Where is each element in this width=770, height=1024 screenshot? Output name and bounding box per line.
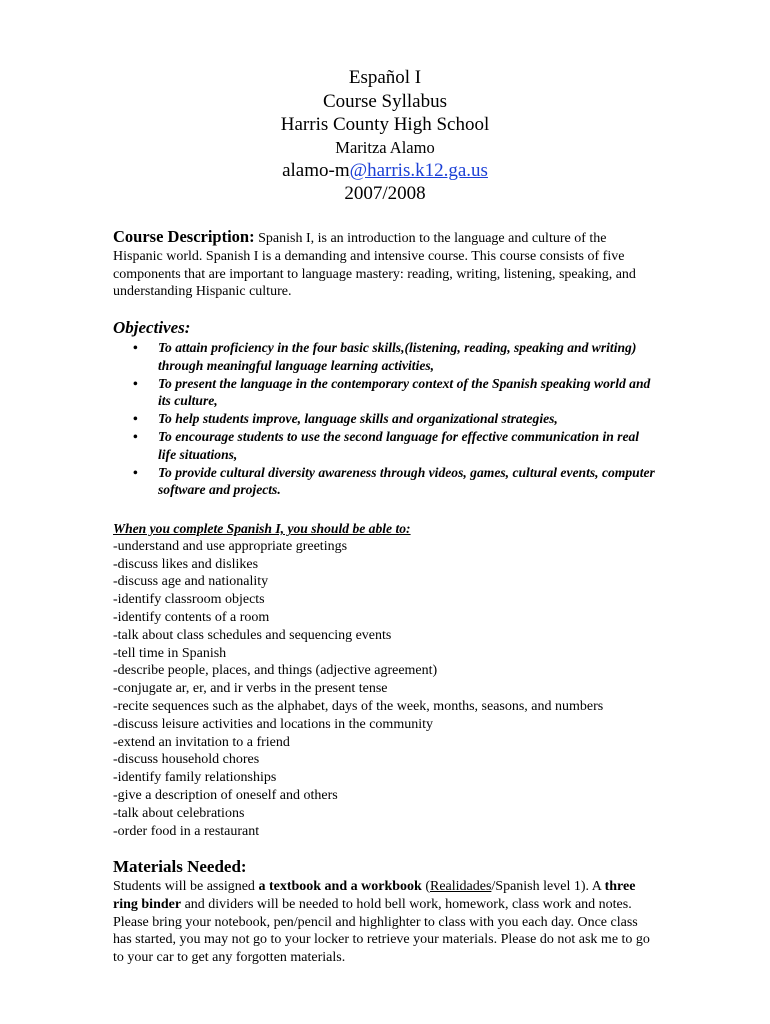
list-item: -order food in a restaurant	[113, 823, 260, 839]
list-item: -understand and use appropriate greetings	[113, 538, 348, 554]
list-item: -describe people, places, and things (adjective agreement)	[113, 663, 438, 679]
list-item	[113, 375, 658, 411]
materials-text-3: /Spanish level 1). A	[491, 879, 605, 894]
list-item: -talk about celebrations	[113, 805, 245, 821]
materials-text-4: and dividers will be needed to hold bell work, homework, class work and notes. Please bring your notebook, pen/pencil and highlighter to class with you each day. Once class has started, you may not go to your locker to retrieve your materials. Please do not ask me to go to your car to get any forgotten materials.	[113, 896, 650, 966]
materials-section	[113, 856, 658, 967]
objective-text: To attain proficiency in the four basic skills,(listening, reading, speaking and writing) through meaningful language learning activities,	[158, 340, 637, 373]
email-link[interactable]: @harris.k12.ga.us	[349, 159, 488, 181]
list-item	[113, 464, 658, 500]
description-text: Spanish I, is an introduction to the language and culture of the Hispanic world. Spanish I is a demanding and intensive course. This course consists of five components that are important to language mastery: reading, writing, listening, speaking, and understanding Hispanic culture.	[113, 231, 636, 300]
teacher-name: Maritza Alamo	[335, 137, 435, 157]
course-subtitle: Course Syllabus	[322, 90, 448, 112]
materials-text	[113, 879, 650, 965]
course-description	[113, 228, 658, 301]
list-item: -discuss household chores	[113, 752, 260, 768]
materials-text-2: (	[421, 879, 430, 894]
list-item: -talk about class schedules and sequencing events	[113, 627, 392, 643]
list-item: -identify classroom objects	[113, 592, 265, 608]
list-item: -discuss likes and dislikes	[113, 556, 259, 572]
list-item	[113, 410, 658, 428]
teacher-email	[0, 159, 770, 183]
objective-text: To encourage students to use the second language for effective communication in real life situations,	[158, 428, 640, 462]
list-item: -identify contents of a room	[113, 609, 270, 625]
bullet-icon: •	[133, 411, 138, 427]
list-item	[113, 428, 658, 464]
school-name: Harris County High School	[280, 114, 490, 135]
course-title: Español I	[348, 67, 422, 88]
bullet-icon: •	[133, 375, 138, 391]
description-heading: Course Description:	[113, 227, 255, 246]
list-item: -conjugate ar, er, and ir verbs in the present tense	[113, 681, 388, 697]
textbook-workbook-phrase: a textbook and a workbook	[258, 879, 422, 894]
list-item: -discuss leisure activities and locations in the community	[113, 716, 433, 732]
objective-text: To provide cultural diversity awareness through videos, games, cultural events, computer software and projects.	[158, 464, 655, 498]
list-item	[113, 339, 658, 375]
materials-heading: Materials Needed:	[113, 857, 247, 876]
list-item: -give a description of oneself and others	[113, 787, 338, 803]
list-item: -discuss age and nationality	[113, 574, 269, 590]
materials-text-1: Students will be assigned	[113, 879, 259, 894]
list-item: -recite sequences such as the alphabet, days of the week, months, seasons, and numbers	[113, 698, 604, 714]
school-year: 2007/2008	[344, 183, 426, 204]
learning-outcomes	[113, 520, 658, 840]
list-item: -tell time in Spanish	[113, 645, 227, 661]
textbook-name: Realidades	[429, 879, 492, 894]
objective-text: To present the language in the contemporary context of the Spanish speaking world and its culture,	[158, 375, 651, 409]
objectives-heading: Objectives:	[113, 318, 191, 337]
objective-text: To help students improve, language skills and organizational strategies,	[158, 411, 558, 427]
binder-phrase: three ring binder	[113, 879, 636, 912]
list-item: -extend an invitation to a friend	[113, 734, 290, 750]
outcomes-heading: When you complete Spanish I, you should be able to:	[113, 521, 411, 536]
syllabus-header	[0, 66, 770, 206]
bullet-icon: •	[133, 428, 138, 444]
bullet-icon: •	[133, 464, 138, 480]
bullet-icon: •	[133, 340, 138, 355]
objectives-list	[113, 339, 658, 499]
list-item: -identify family relationships	[113, 770, 277, 786]
email-prefix: alamo-m	[282, 159, 350, 181]
